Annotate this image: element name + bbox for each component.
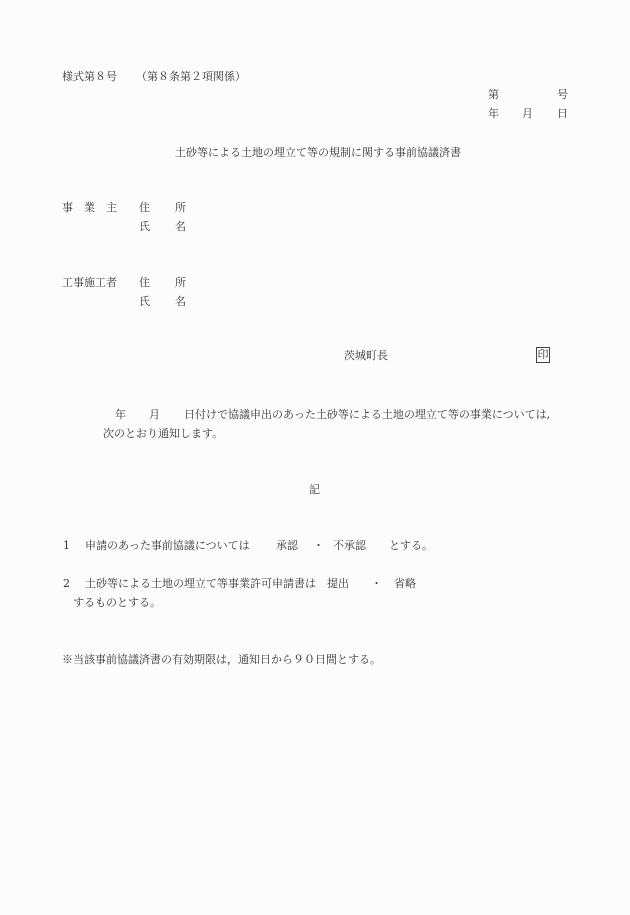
item-2-option-omit: 省略: [394, 577, 416, 590]
item-2-text: 土砂等による土地の埋立て等事業許可申請書は: [85, 577, 316, 590]
item-2-option-submit: 提出: [327, 577, 349, 590]
contractor-name-label-1: 氏: [139, 295, 150, 308]
seal-icon: 印: [537, 348, 549, 361]
contractor-name-label-2: 名: [175, 295, 186, 308]
item-1-number: 1: [63, 539, 70, 552]
contractor-label: 工事施工者: [62, 276, 117, 289]
seal-mark: [536, 347, 550, 363]
related-article: （第８条第２項関係）: [136, 70, 246, 83]
business-owner-label: 事 業 主: [62, 201, 117, 214]
body-month-label: 月: [149, 408, 160, 421]
date-day-label: 日: [557, 107, 568, 120]
body-year-label: 年: [115, 408, 126, 421]
business-owner-name-label-1: 氏: [139, 220, 150, 233]
validity-note: ※当該事前協議済書の有効期限は，通知日から９０日間とする。: [62, 653, 381, 666]
date-year-label: 年: [488, 107, 499, 120]
item-1-suffix: とする。: [389, 539, 433, 552]
document-number-prefix: 第: [488, 88, 499, 101]
date-month-label: 月: [522, 107, 533, 120]
business-owner-address-label-2: 所: [175, 201, 186, 214]
business-owner-name-label-2: 名: [175, 220, 186, 233]
business-owner-address-label-1: 住: [139, 201, 150, 214]
body-line-2: 次のとおり通知します。: [103, 427, 224, 440]
form-number: 様式第８号: [62, 70, 117, 83]
document-title: 土砂等による土地の埋立て等の規制に関する事前協議済書: [175, 146, 461, 159]
body-line-1: 日付けで協議申出のあった土砂等による土地の埋立て等の事業については,: [184, 408, 551, 421]
document-number-suffix: 号: [557, 88, 568, 101]
item-1-option-disapprove: 不承認: [333, 539, 366, 552]
contractor-address-label-2: 所: [175, 276, 186, 289]
issuer-title: 茨城町長: [344, 349, 388, 362]
item-2-number: 2: [63, 577, 70, 590]
item-1-text: 申請のあった事前協議については: [85, 539, 250, 552]
item-1-separator: ・: [313, 539, 324, 552]
item-1-option-approve: 承認: [276, 539, 298, 552]
item-2-continuation: するものとする。: [73, 596, 161, 609]
contractor-address-label-1: 住: [139, 276, 150, 289]
item-2-separator: ・: [371, 577, 382, 590]
ki-heading: 記: [309, 483, 320, 496]
